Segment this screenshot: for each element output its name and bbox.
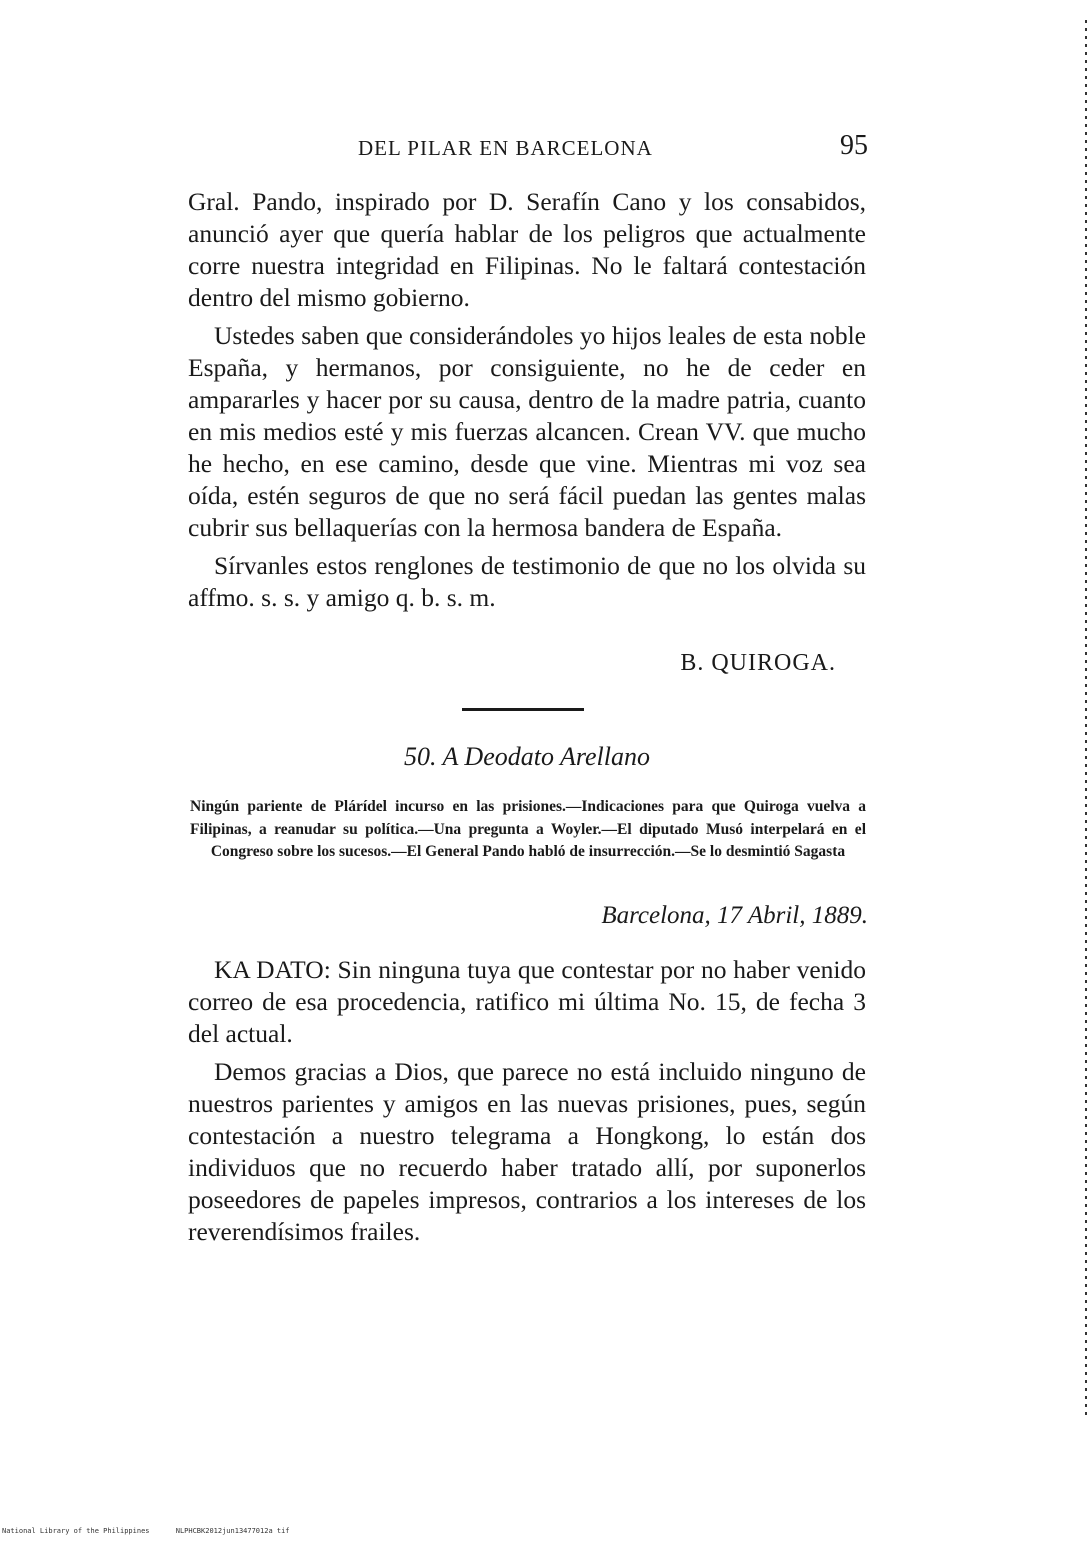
section-title: 50. A Deodato Arellano (403, 742, 651, 771)
section-summary: Ningún pariente de Plárídel incurso en las prisiones.—Indicaciones para que Quiroga vuelva a Filipinas, a reanudar su política.—Una pregunta a Woyler.—El diputado Musó interpelará en el Congreso sobre los sucesos.—El General Pando habló de insurrección.—Se lo desmintió Sagasta (190, 798, 866, 860)
running-head (188, 130, 868, 170)
signature: B. QUIROGA. (680, 650, 836, 676)
page-number: 95 (840, 130, 868, 161)
scan-edge (1085, 20, 1087, 1420)
running-title: DEL PILAR EN BARCELONA (358, 136, 653, 160)
letter-body (188, 954, 866, 1254)
letter-continuation (188, 186, 866, 620)
footer-file-id: NLPHCBK2012jun13477012a tif (175, 1527, 290, 1535)
footer-library: National Library of the Philippines (2, 1527, 150, 1535)
dateline: Barcelona, 17 Abril, 1889. (601, 902, 868, 929)
paragraph: Gral. Pando, inspirado por D. Serafín Cano y los consabidos, anunció ayer que quería hablar de los peligros que actualmente corre nuestra integridad en Filipinas. No le faltará contestación dentro del mismo gobierno. (188, 187, 866, 312)
paragraph: Demos gracias a Dios, que parece no está incluido ninguno de nuestros parientes y amigos en las nuevas prisiones, pues, según contestación a nuestro telegrama a Hongkong, lo están dos individuos que no recuerdo haber tratado allí, por suponerlos poseedores de papeles impresos, contrarios a los intereses de los reverendísimos frailes. (188, 1057, 866, 1246)
paragraph: Sírvanles estos renglones de testimonio de que no los olvida su affmo. s. s. y amigo q. b. s. m. (188, 551, 866, 612)
scan-footer (2, 1527, 312, 1535)
paragraph: KA DATO: Sin ninguna tuya que contestar por no haber venido correo de esa procedencia, ratifico mi última No. 15, de fecha 3 del actual. (188, 955, 866, 1048)
section-divider (462, 708, 584, 711)
paragraph: Ustedes saben que considerándoles yo hijos leales de esta noble España, y hermanos, por consiguiente, no he de ceder en ampararles y hacer por su causa, dentro de la madre patria, cuanto en mis medios esté y mis fuerzas alcancen. Crean VV. que mucho he hecho, en ese camino, desde que vine. Mientras mi voz sea oída, estén seguros de que no será fácil puedan las gentes malas cubrir sus bellaquerías con la hermosa bandera de España. (188, 321, 866, 542)
